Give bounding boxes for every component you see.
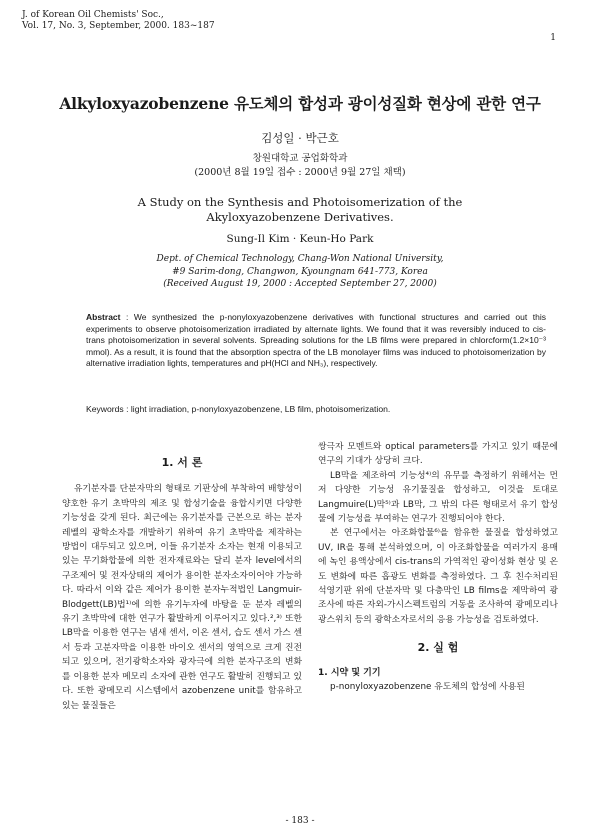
introduction-paragraph-3: 본 연구에서는 아조화합물⁶⁾을 함유한 물질을 합성하였고 UV, IR을 통해 분석하였으며, 이 아조화합물을 여러가지 용매에 녹인 용액상에서 cis-trans의 가역적인 광이성화 현상 및 온도 변화에 따른 흡광도 변화를 측정하였다. 그 후 친수처리된 석영기판 위에 단분자막 및 다층막인 LB films을 제막하여 광조사에 따른 자외-가시스펙트럼의 거동을 조사하여 광메모리나 광스위치 등의 광학소자로서의 응용 가능성을 검토하였다. [318,528,558,625]
affiliation-english-line2: #9 Sarim-dong, Changwon, Kyoungnam 641-773, Korea [172,266,428,277]
paper-title-english-line2: Akyloxyazobenzene Derivatives. [206,210,394,224]
journal-volume: Vol. 17, No. 3, September, 2000. 183~187 [22,21,215,31]
paper-title-english-line1: A Study on the Synthesis and Photoisomerization of the [137,195,463,209]
paper-title-korean: Alkyloxyazobenzene 유도체의 합성과 광이성질화 현상에 관한 연구 [59,94,541,113]
affiliation-english [0,253,600,291]
journal-name: J. of Korean Oil Chemists' Soc., [22,10,164,20]
experimental-paragraph: p-nonyloxyazobenzene 유도체의 합성에 사용된 [330,682,525,693]
introduction-paragraph: 유기분자를 단분자막의 형태로 기판상에 부착하여 배향성이 양호한 유기 초박막의 제조 및 합성기술을 융합시키면 다양한 기능성을 갖게 된다. 최근에는 유기분자를 근본으로 하는 분자 레벨의 광학소자를 개발하기 위하여 유기 초박막을 제작하는 방법이 대두되고 있으며, 이들 유기분자 소자는 현재 이용되고 있는 무기화합물에 의한 전자재료와는 달리 분자 level에서의 구조제어 및 전자상태의 제어가 용이한 분자소자이어야 가능하다. 따라서 이와 같은 제어가 용이한 분자누적법인 Langmuir-Blodgett(LB)법¹⁾에 의한 유기누자에 바탕을 둔 분자 레벨의 유기 초박막에 대한 연구가 활발하게 이루어지고 있다.²,³⁾ 또한 LB막을 이용한 연구는 냄새 센서, 이온 센서, 습도 센서 가스 센서 등과 고분자막을 이용한 바이오 센서의 영역으로 크게 진전되고 있으며, 전기광학소자와 광자극에 의한 분자구조의 변화를 이용한 분자 메모리 소자에 관한 연구도 활발히 진행되고 있다. 또한 광메모리 시스템에서 azobenzene unit를 함유하고 있는 물질들은 [62,484,302,711]
abstract-label: Abstract [86,312,121,322]
right-column [318,440,558,695]
left-column [62,450,302,713]
abstract-text: : We synthesized the p-nonyloxyazobenzene derivatives with functional structures and carried out this experiments to observe photoisomerization irradiated by alternate lights. We found that it was reversibly induced to cis-trans photoisomerization in several solvents. Spreading solutions for the LB films were prepared in chlorcform(1.2×10⁻³ mmol). As a result, it is found that the absorption spectra of the LB monolayer films was induced to photoisomerization by alternative irradiation lights, temperatures and pH(HCl and NH₃), respectively. [86,312,546,368]
affiliation-english-line1: Dept. of Chemical Technology, Chang-Won National University, [156,254,444,264]
paper-title-english [0,195,600,225]
affiliation-korean [0,152,600,180]
authors-english: Sung-Il Kim · Keun-Ho Park [226,233,374,245]
abstract [86,312,546,370]
authors-korean: 김성일 · 박근호 [261,131,339,145]
introduction-continuation: 쌍극자 모멘트와 optical parameters를 가지고 있기 때문에 연구의 기대가 상당히 크다. [318,442,558,467]
page-footer-number: - 183 - [285,816,315,826]
section-heading-introduction: 1. 서 론 [161,456,203,469]
subsection-heading-reagents: 1. 시약 및 기기 [318,667,381,678]
journal-citation [22,10,215,32]
page-number: 1 [550,33,556,43]
introduction-paragraph-2: LB막을 제조하여 기능성⁴⁾의 유무를 측정하기 위해서는 먼저 다양한 기능성 유기물질을 합성하고, 이것을 토대로 Langmuire(L)막⁵⁾과 LB막, 그 밖의 다른 형태로서 유기 합성물에 기능성을 부여하는 연구가 진행되어야 한다. [318,470,558,525]
section-heading-experimental: 2. 실 험 [417,641,459,655]
affiliation-korean-dept: 창원대학교 공업화학과 [252,153,348,164]
keywords: Keywords : light irradiation, p-nonyloxyazobenzene, LB film, photoisomerization. [86,404,391,414]
dates-korean: (2000년 8월 19일 접수 : 2000년 9월 27일 채택) [194,167,406,178]
received-accepted-dates: (Received August 19, 2000 : Accepted September 27, 2000) [163,279,437,289]
